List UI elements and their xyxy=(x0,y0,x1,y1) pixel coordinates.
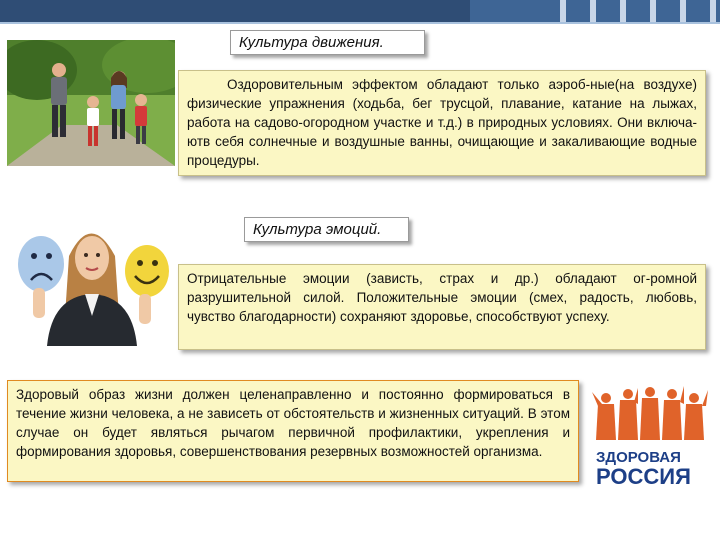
emotions-woman-photo xyxy=(7,206,175,346)
emotions-culture-text: Отрицательные эмоции (зависть, страх и др.) обладают ог-ромной разрушительной силой. Положительные эмоции (смех, радость, любовь, чувство благодарности) сохраняют здоровье, способствуют успеху. xyxy=(178,264,706,350)
movement-culture-text: Оздоровительным эффектом обладают только аэроб-ные(на воздухе) физические упражнения (ходьба, бег трусцой, плавание, катание на лыжах, работа на садово-огородном участке и т.д.) в природных условиях. Они включа-ютв себя солнечные и воздушные ванны, очищающие и закаливающие водные процедуры. xyxy=(178,70,706,176)
logo-line2: РОССИЯ xyxy=(596,464,691,488)
emotions-culture-title: Культура эмоций. xyxy=(244,217,409,242)
family-jogging-photo xyxy=(7,40,175,166)
zdorovaya-rossiya-logo xyxy=(588,384,714,488)
healthy-lifestyle-text: Здоровый образ жизни должен целенаправленно и постоянно формироваться в течение жизни человека, а не зависеть от обстоятельств и жизненных ситуаций. В этом случае он будет являться рычагом первичной профилактики, укрепления и формирования здоровья, совершенствования резервных возможностей организма. xyxy=(7,380,579,482)
top-decorative-bar xyxy=(0,0,720,24)
logo-line1: ЗДОРОВАЯ xyxy=(596,449,681,466)
movement-culture-title: Культура движения. xyxy=(230,30,425,55)
